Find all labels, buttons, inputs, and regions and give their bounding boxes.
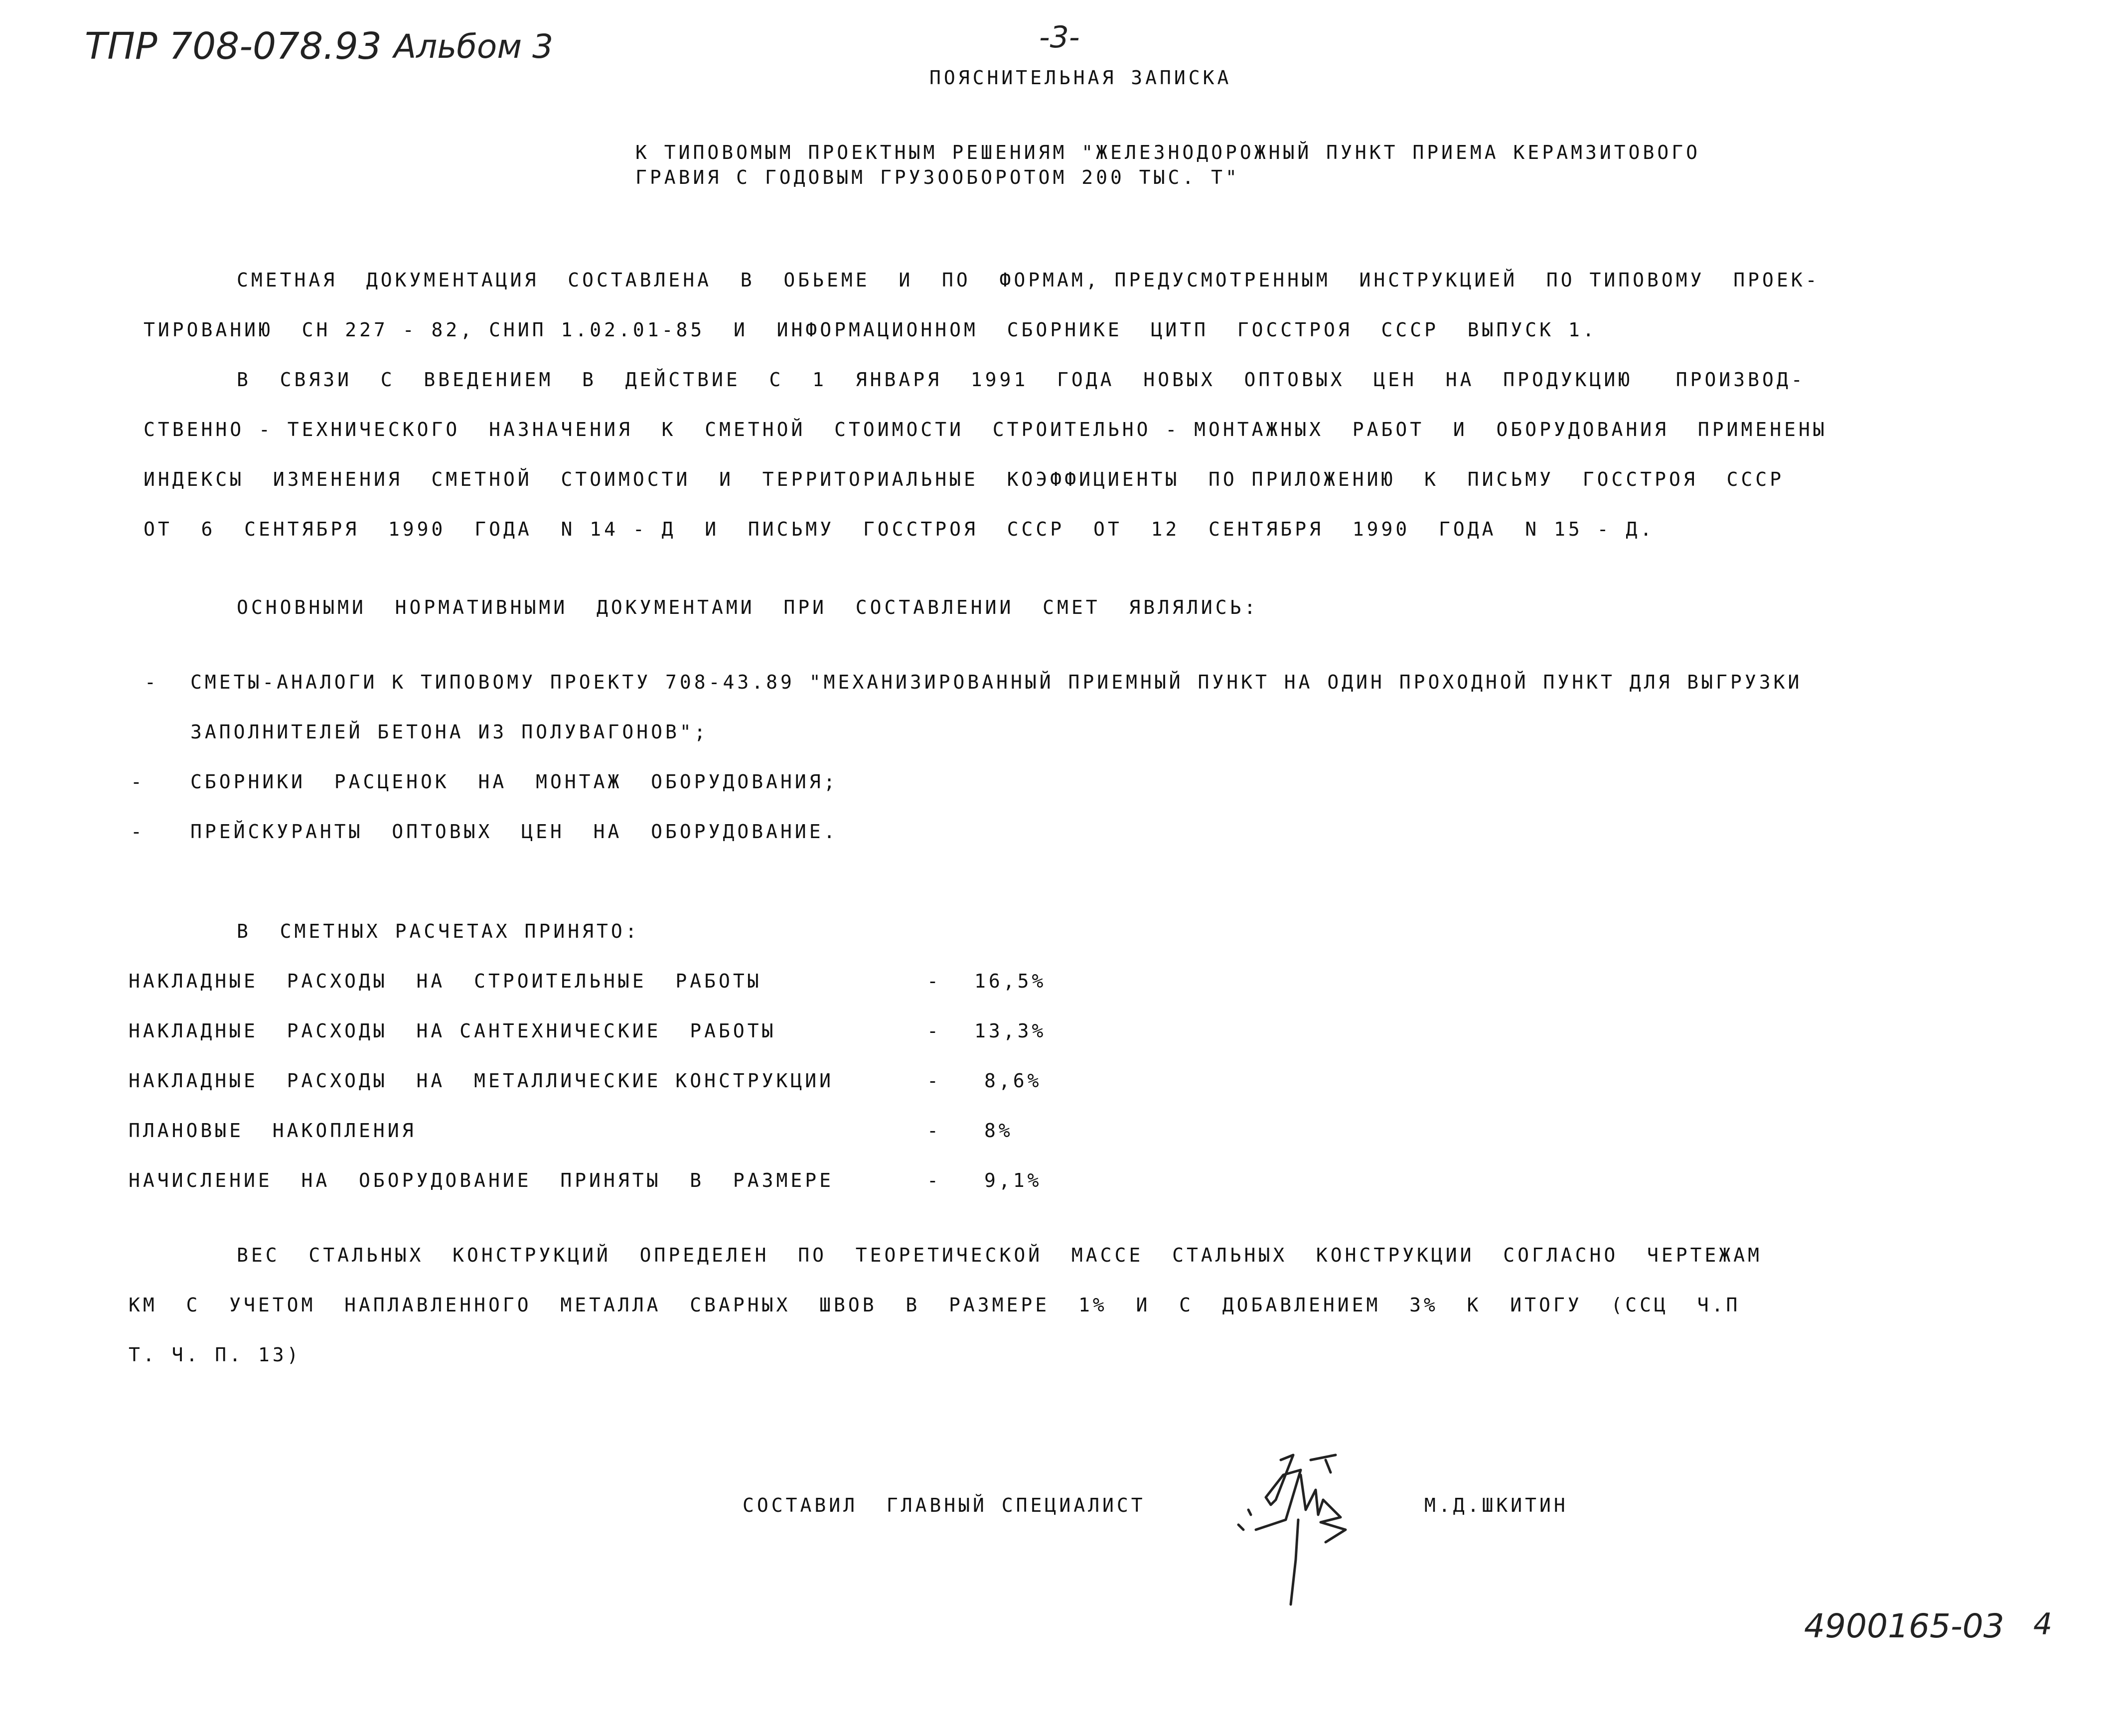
page-title: ПОЯСНИТЕЛЬНАЯ ЗАПИСКА (929, 67, 1232, 89)
rate-label: НАКЛАДНЫЕ РАСХОДЫ НА САНТЕХНИЧЕСКИЕ РАБОТЫ (129, 1020, 776, 1042)
paragraph-4-line-2: КМ С УЧЕТОМ НАПЛАВЛЕННОГО МЕТАЛЛА СВАРНЫХ ШВОВ В РАЗМЕРЕ 1% И С ДОБАВЛЕНИЕМ 3% К ИТОГУ (ССЦ Ч.П (129, 1294, 1741, 1316)
paragraph-4-line-3: Т. Ч. П. 13) (129, 1344, 302, 1366)
rate-label: НАЧИСЛЕНИЕ НА ОБОРУДОВАНИЕ ПРИНЯТЫ В РАЗМЕРЕ (129, 1169, 834, 1191)
subtitle-line-2: ГРАВИЯ С ГОДОВЫМ ГРУЗООБОРОТОМ 200 ТЫС. Т" (635, 166, 1240, 188)
bullet-item-2: СБОРНИКИ РАСЦЕНОК НА МОНТАЖ ОБОРУДОВАНИЯ; (190, 771, 838, 793)
document-code: ТПР 708-078.93 (85, 25, 382, 68)
paragraph-2-line-1: В СВЯЗИ С ВВЕДЕНИЕМ В ДЕЙСТВИЕ С 1 ЯНВАРЯ 1991 ГОДА НОВЫХ ОПТОВЫХ ЦЕН НА ПРОДУКЦИЮ ПРОИЗВОД- (237, 369, 1806, 391)
subtitle-line-1: К ТИПОВОМЫМ ПРОЕКТНЫМ РЕШЕНИЯМ "ЖЕЛЕЗНОДОРОЖНЫЙ ПУНКТ ПРИЕМА КЕРАМЗИТОВОГО (635, 142, 1700, 163)
rate-value: 8% (984, 1120, 1013, 1142)
bullet-marker: - (131, 821, 145, 843)
sheet-number: 4 (2033, 1607, 2053, 1642)
bullet-item-1-line-2: ЗАПОЛНИТЕЛЕЙ БЕТОНА ИЗ ПОЛУВАГОНОВ"; (190, 721, 709, 743)
bullet-marker: - (145, 671, 159, 693)
page-number: -3- (1039, 20, 1080, 55)
rate-label: НАКЛАДНЫЕ РАСХОДЫ НА МЕТАЛЛИЧЕСКИЕ КОНСТРУКЦИИ (129, 1070, 834, 1092)
rate-value: 8,6% (984, 1070, 1042, 1092)
rate-label: ПЛАНОВЫЕ НАКОПЛЕНИЯ (129, 1120, 417, 1142)
rates-heading: В СМЕТНЫХ РАСЧЕТАХ ПРИНЯТО: (237, 920, 640, 942)
rate-dash: - (927, 1020, 941, 1042)
bullet-item-1-line-1: СМЕТЫ-АНАЛОГИ К ТИПОВОМУ ПРОЕКТУ 708-43.89 "МЕХАНИЗИРОВАННЫЙ ПРИЕМНЫЙ ПУНКТ НА ОДИН ПРОХОДНОЙ ПУНКТ ДЛЯ ВЫГРУЗКИ (190, 671, 1803, 693)
signer-role: СОСТАВИЛ ГЛАВНЫЙ СПЕЦИАЛИСТ (743, 1494, 1146, 1516)
rate-dash: - (927, 1070, 941, 1092)
rate-dash: - (927, 970, 941, 992)
paragraph-1-line-1: СМЕТНАЯ ДОКУМЕНТАЦИЯ СОСТАВЛЕНА В ОБЬЕМЕ И ПО ФОРМАМ, ПРЕДУСМОТРЕННЫМ ИНСТРУКЦИЕЙ ПО ТИПОВОМУ ПРОЕК- (237, 269, 1820, 291)
rate-value: 16,5% (974, 970, 1047, 992)
paragraph-1-line-2: ТИРОВАНИЮ СН 227 - 82, СНИП 1.02.01-85 И ИНФОРМАЦИОННОМ СБОРНИКЕ ЦИТП ГОССТРОЯ СССР ВЫПУСК 1. (144, 319, 1597, 341)
paragraph-2-line-2: СТВЕННО - ТЕХНИЧЕСКОГО НАЗНАЧЕНИЯ К СМЕТНОЙ СТОИМОСТИ СТРОИТЕЛЬНО - МОНТАЖНЫХ РАБОТ И ОБОРУДОВАНИЯ ПРИМЕНЕНЫ (144, 419, 1827, 440)
signer-name: М.Д.ШКИТИН (1424, 1494, 1568, 1516)
paragraph-2-line-3: ИНДЕКСЫ ИЗМЕНЕНИЯ СМЕТНОЙ СТОИМОСТИ И ТЕРРИТОРИАЛЬНЫЕ КОЭФФИЦИЕНТЫ ПО ПРИЛОЖЕНИЮ К ПИСЬМУ ГОССТРОЯ СССР (144, 468, 1785, 490)
bullet-marker: - (131, 771, 145, 793)
handwritten-signature (1196, 1445, 1375, 1634)
paragraph-3: ОСНОВНЫМИ НОРМАТИВНЫМИ ДОКУМЕНТАМИ ПРИ СОСТАВЛЕНИИ СМЕТ ЯВЛЯЛИСЬ: (237, 596, 1259, 618)
rate-dash: - (927, 1120, 941, 1142)
album-label: Альбом 3 (394, 27, 554, 66)
rate-value: 9,1% (984, 1169, 1042, 1191)
rate-dash: - (927, 1169, 941, 1191)
bullet-item-3: ПРЕЙСКУРАНТЫ ОПТОВЫХ ЦЕН НА ОБОРУДОВАНИЕ. (190, 821, 838, 843)
archive-code: 4900165-03 (1804, 1607, 2004, 1645)
paragraph-2-line-4: ОТ 6 СЕНТЯБРЯ 1990 ГОДА N 14 - Д И ПИСЬМУ ГОССТРОЯ СССР ОТ 12 СЕНТЯБРЯ 1990 ГОДА N 15 - Д. (144, 518, 1655, 540)
paragraph-4-line-1: ВЕС СТАЛЬНЫХ КОНСТРУКЦИЙ ОПРЕДЕЛЕН ПО ТЕОРЕТИЧЕСКОЙ МАССЕ СТАЛЬНЫХ КОНСТРУКЦИИ СОГЛАСНО ЧЕРТЕЖАМ (237, 1244, 1763, 1266)
rate-value: 13,3% (974, 1020, 1047, 1042)
rate-label: НАКЛАДНЫЕ РАСХОДЫ НА СТРОИТЕЛЬНЫЕ РАБОТЫ (129, 970, 762, 992)
